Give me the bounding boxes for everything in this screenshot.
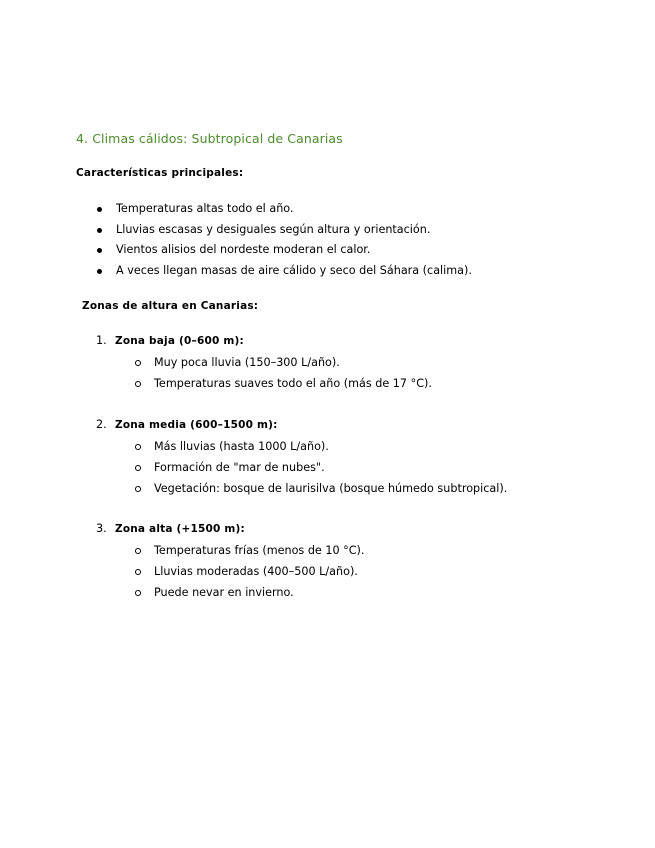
list-item: Vientos alisios del nordeste moderan el calor. [96,241,472,262]
zone-number: 2. [96,418,107,431]
list-item: Temperaturas suaves todo el año (más de 17 °C). [134,374,432,395]
zone-title [96,521,326,541]
zone-title-text: Zona media (600–1500 m): [115,419,278,431]
list-item: Muy poca lluvia (150–300 L/año). [134,353,432,374]
zone-low [96,333,432,395]
list-item: Formación de "mar de nubes". [134,458,507,479]
list-item: Vegetación: bosque de laurisilva (bosque húmedo subtropical). [134,479,507,500]
list-item: Lluvias moderadas (400–500 L/año). [134,562,364,583]
characteristics-list [96,200,472,283]
zone-high [96,521,365,604]
list-item: Temperaturas altas todo el año. [96,200,472,221]
zone-number: 3. [96,522,107,535]
zone-items [134,353,432,395]
zone-items [134,437,507,500]
list-item: Lluvias escasas y desiguales según altura y orientación. [96,221,472,242]
zone-title-text: Zona baja (0–600 m): [115,335,244,347]
zone-middle [96,417,508,500]
zone-title [96,417,469,437]
list-item: Puede nevar en invierno. [134,583,364,604]
zone-items [134,541,364,604]
list-item: Temperaturas frías (menos de 10 °C). [134,541,364,562]
zone-title [96,333,394,353]
section-heading-characteristics: Características principales: [76,167,244,179]
list-item: A veces llegan masas de aire cálido y seco del Sáhara (calima). [96,262,472,283]
list-item: Más lluvias (hasta 1000 L/año). [134,437,507,458]
section-heading-zones: Zonas de altura en Canarias: [82,300,259,312]
zone-number: 1. [96,334,107,347]
zone-title-text: Zona alta (+1500 m): [115,523,245,535]
document-title: 4. Climas cálidos: Subtropical de Canarias [76,131,343,146]
